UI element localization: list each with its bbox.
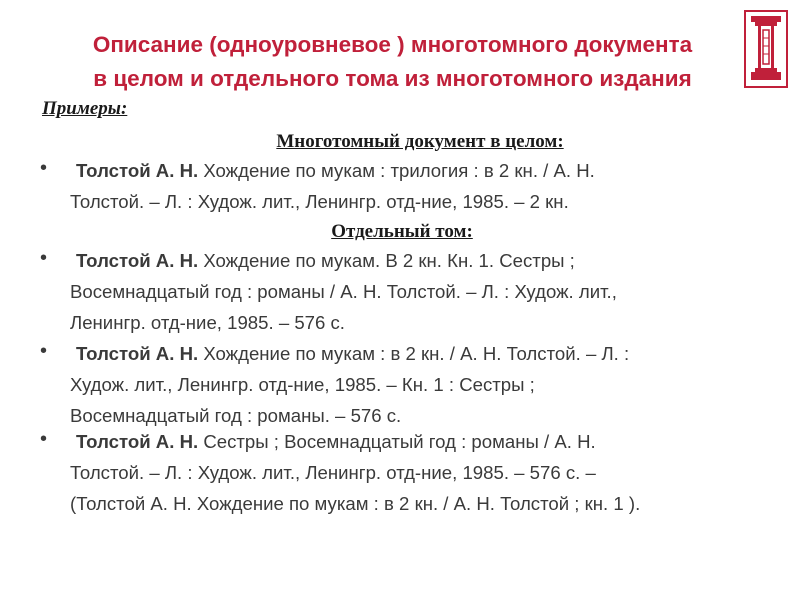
slide-title (40, 28, 745, 96)
entry-line (76, 338, 760, 369)
entry-text: Хождение по мукам. В 2 кн. Кн. 1. Сестры ; (198, 250, 575, 271)
entry-line: Восемнадцатый год : романы / А. Н. Толстой. – Л. : Худож. лит., (70, 281, 617, 302)
entry-author: Толстой А. Н. (76, 431, 199, 452)
list-item (40, 155, 760, 217)
slide-title-line-2: в целом и отдельного тома из многотомного издания (93, 66, 692, 91)
entry-line (76, 245, 760, 276)
list-item (40, 426, 760, 519)
list-item (40, 338, 760, 431)
entry-line (76, 155, 760, 186)
entry-line (76, 426, 760, 457)
bullet: • (40, 340, 48, 362)
entry-line: (Толстой А. Н. Хождение по мукам : в 2 кн. / А. Н. Толстой ; кн. 1 ). (70, 493, 641, 514)
entry-text: Сестры ; Восемнадцатый год : романы / А. Н. (198, 431, 596, 452)
list-item (40, 245, 760, 338)
bullet: • (40, 428, 48, 450)
entry-line: Толстой. – Л. : Худож. лит., Ленингр. отд-ние, 1985. – 2 кн. (70, 191, 569, 212)
entry-line: Толстой. – Л. : Худож. лит., Ленингр. отд-ние, 1985. – 576 с. – (70, 462, 596, 483)
entry-text: Хождение по мукам : трилогия : в 2 кн. / А. Н. (198, 160, 595, 181)
entry-author: Толстой А. Н. (76, 160, 199, 181)
entry-author: Толстой А. Н. (76, 343, 199, 364)
entry-line: Ленингр. отд-ние, 1985. – 576 с. (70, 312, 345, 333)
section-heading-single: Отдельный том: (331, 221, 473, 242)
entry-author: Толстой А. Н. (76, 250, 199, 271)
section-heading-whole: Многотомный документ в целом: (276, 131, 564, 152)
examples-label: Примеры: (42, 98, 128, 119)
bullet: • (40, 247, 48, 269)
entry-line: Худож. лит., Ленингр. отд-ние, 1985. – Кн. 1 : Сестры ; (70, 374, 535, 395)
entry-text: Хождение по мукам : в 2 кн. / А. Н. Толстой. – Л. : (198, 343, 630, 364)
library-column-icon (744, 10, 788, 88)
entry-line: Восемнадцатый год : романы. – 576 с. (70, 405, 402, 426)
bullet: • (40, 157, 48, 179)
slide-title-line-1: Описание (одноуровневое ) многотомного документа (92, 32, 693, 57)
